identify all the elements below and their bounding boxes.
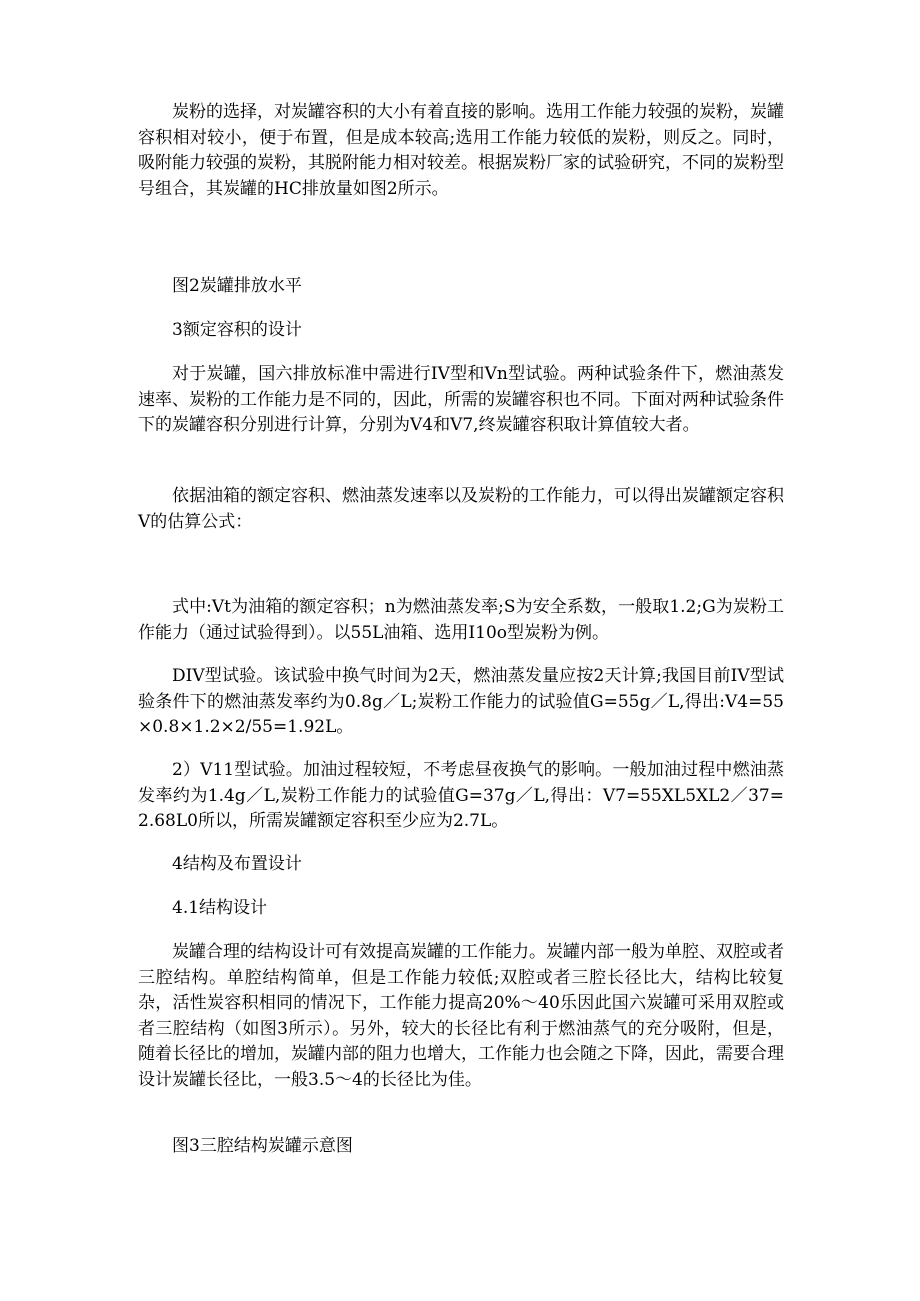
- paragraph-formula-variables: 式中:Vt为油箱的额定容积；n为燃油蒸发率;S为安全系数，一般取1.2;G为炭粉工作能力（通过试验得到）。以55L油箱、选用I10o型炭粉为例。: [138, 597, 784, 643]
- paragraph-type-vii-test: 2）V11型试验。加油过程较短，不考虑昼夜换气的影响。一般加油过程中燃油蒸发率约为1.4g／L,炭粉工作能力的试验值G=37g／L,得出：V7=55XL5XL2／37=2.68L0所以，所需炭罐额定容积至少应为2.7L。: [138, 760, 784, 831]
- section-heading-3: 3额定容积的设计: [172, 320, 302, 340]
- subsection-heading-4-1: 4.1结构设计: [172, 898, 268, 918]
- paragraph-formula-intro: 依据油箱的额定容积、燃油蒸发速率以及炭粉的工作能力，可以得出炭罐额定容积V的估算公式：: [138, 486, 784, 532]
- section-heading-4: 4结构及布置设计: [172, 854, 302, 874]
- paragraph-test-types: 对于炭罐，国六排放标准中需进行IV型和Vn型试验。两种试验条件下，燃油蒸发速率、炭粉的工作能力是不同的，因此，所需的炭罐容积也不同。下面对两种试验条件下的炭罐容积分别进行计算，分别为V4和V7,终炭罐容积取计算值较大者。: [138, 364, 784, 435]
- figure-3-caption: 图3三腔结构炭罐示意图: [172, 1136, 353, 1156]
- figure-2-caption: 图2炭罐排放水平: [172, 276, 302, 296]
- paragraph-structure-design: 炭罐合理的结构设计可有效提高炭罐的工作能力。炭罐内部一般为单腔、双腔或者三腔结构。单腔结构简单，但是工作能力较低;双腔或者三腔长径比大，结构比较复杂，活性炭容积相同的情况下，工作能力提高20%～40乐因此国六炭罐可采用双腔或者三腔结构（如图3所示）。另外，较大的长径比有利于燃油蒸气的充分吸附，但是，随着长径比的增加，炭罐内部的阻力也增大，工作能力也会随之下降，因此，需要合理设计炭罐长径比，一般3.5～4的长径比为佳。: [138, 942, 784, 1090]
- paragraph-type-iv-test: DIV型试验。该试验中换气时间为2天，燃油蒸发量应按2天计算;我国目前IV型试验条件下的燃油蒸发率约为0.8g／L;炭粉工作能力的试验值G=55g／L,得出:V4=55×0.8×1.2×2/55=1.92L。: [138, 666, 784, 737]
- paragraph-charcoal-selection: 炭粉的选择，对炭罐容积的大小有着直接的影响。选用工作能力较强的炭粉，炭罐容积相对较小，便于布置，但是成本较高;选用工作能力较低的炭粉，则反之。同时，吸附能力较强的炭粉，其脱附能力相对较差。根据炭粉厂家的试验研究，不同的炭粉型号组合，其炭罐的HC排放量如图2所示。: [138, 102, 784, 199]
